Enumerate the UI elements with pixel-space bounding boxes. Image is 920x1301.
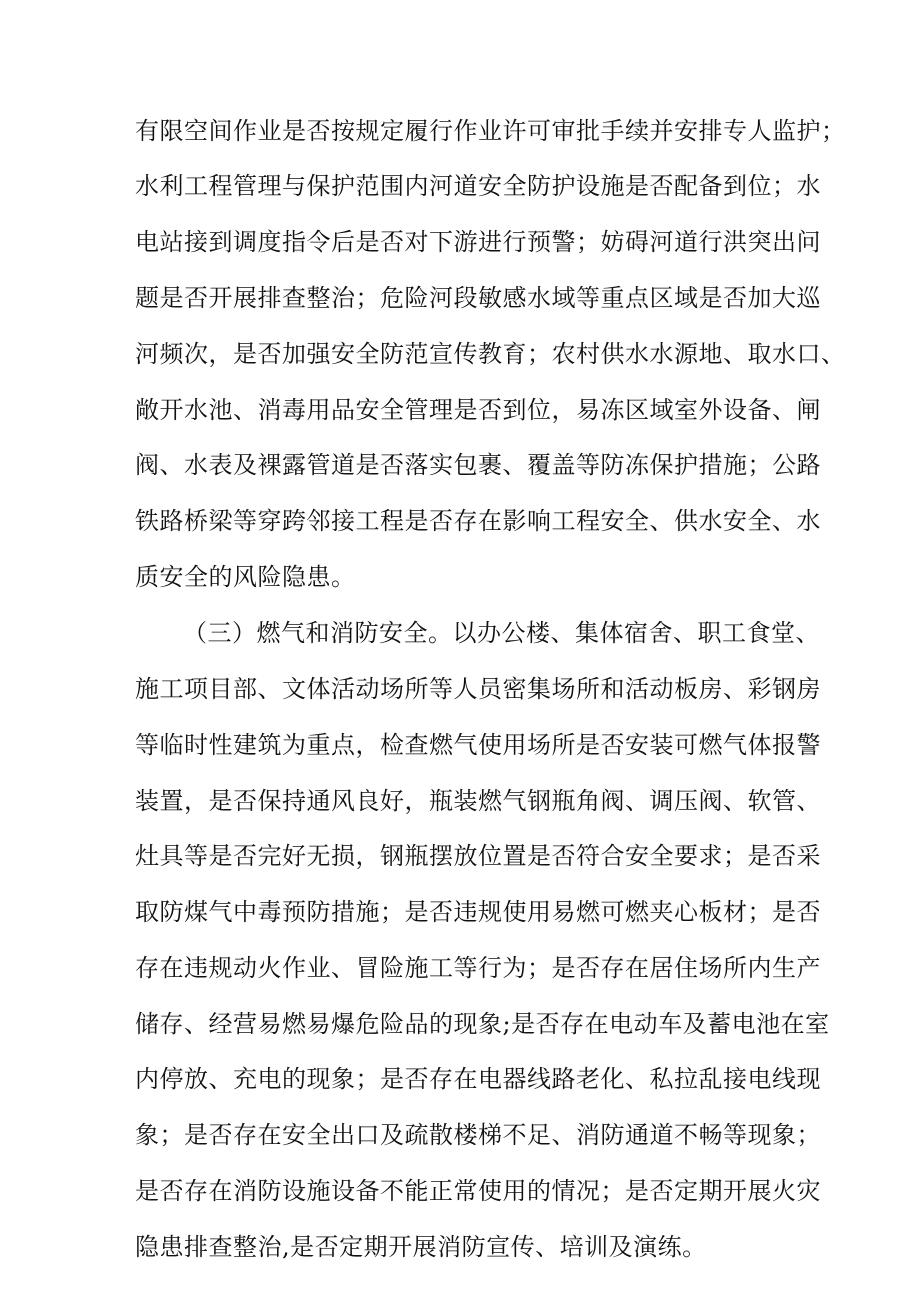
paragraph-2-line-6: 取防煤气中毒预防措施；是否违规使用易燃可燃夹心板材；是否 [135,898,821,926]
paragraph-1-line-4: 题是否开展排查整治；危险河段敏感水域等重点区域是否加大巡 [135,284,821,312]
paragraph-2-line-3: 等临时性建筑为重点，检查燃气使用场所是否安装可燃气体报警 [135,731,821,759]
paragraph-2-line-11: 是否存在消防设施设备不能正常使用的情况；是否定期开展火灾 [135,1177,821,1205]
paragraph-2-line-5: 灶具等是否完好无损，钢瓶摆放位置是否符合安全要求；是否采 [135,842,821,870]
paragraph-1-line-5: 河频次，是否加强安全防范宣传教育；农村供水水源地、取水口、 [135,340,846,368]
paragraph-1-line-9: 质安全的风险隐患。 [135,563,356,591]
paragraph-2-line-8: 储存、经营易燃易爆危险品的现象;是否存在电动车及蓄电池在室 [135,1010,830,1038]
paragraph-1-line-7: 阀、水表及裸露管道是否落实包裹、覆盖等防冻保护措施；公路 [135,451,821,479]
paragraph-2-line-7: 存在违规动火作业、冒险施工等行为；是否存在居住场所内生产 [135,954,821,982]
paragraph-2-line-9: 内停放、充电的现象；是否存在电器线路老化、私拉乱接电线现 [135,1065,821,1093]
paragraph-1-line-3: 电站接到调度指令后是否对下游进行预警；妨碍河道行洪突出问 [135,228,821,256]
paragraph-2-line-4: 装置，是否保持通风良好，瓶装燃气钢瓶角阀、调压阀、软管、 [135,787,821,815]
paragraph-2-line-1: （三）燃气和消防安全。以办公楼、集体宿舍、职工食堂、 [183,619,820,647]
paragraph-2-line-10: 象；是否存在安全出口及疏散楼梯不足、消防通道不畅等现象； [135,1121,821,1149]
paragraph-2-line-12: 隐患排查整治,是否定期开展消防宣传、培训及演练。 [135,1233,707,1261]
paragraph-1-line-1: 有限空间作业是否按规定履行作业许可审批手续并安排专人监护； [135,117,846,145]
paragraph-1-line-6: 敞开水池、消毒用品安全管理是否到位，易冻区域室外设备、闸 [135,396,821,424]
paragraph-1-line-8: 铁路桥梁等穿跨邻接工程是否存在影响工程安全、供水安全、水 [135,507,821,535]
paragraph-1-line-2: 水利工程管理与保护范围内河道安全防护设施是否配备到位；水 [135,172,821,200]
paragraph-2-line-2: 施工项目部、文体活动场所等人员密集场所和活动板房、彩钢房 [135,675,821,703]
